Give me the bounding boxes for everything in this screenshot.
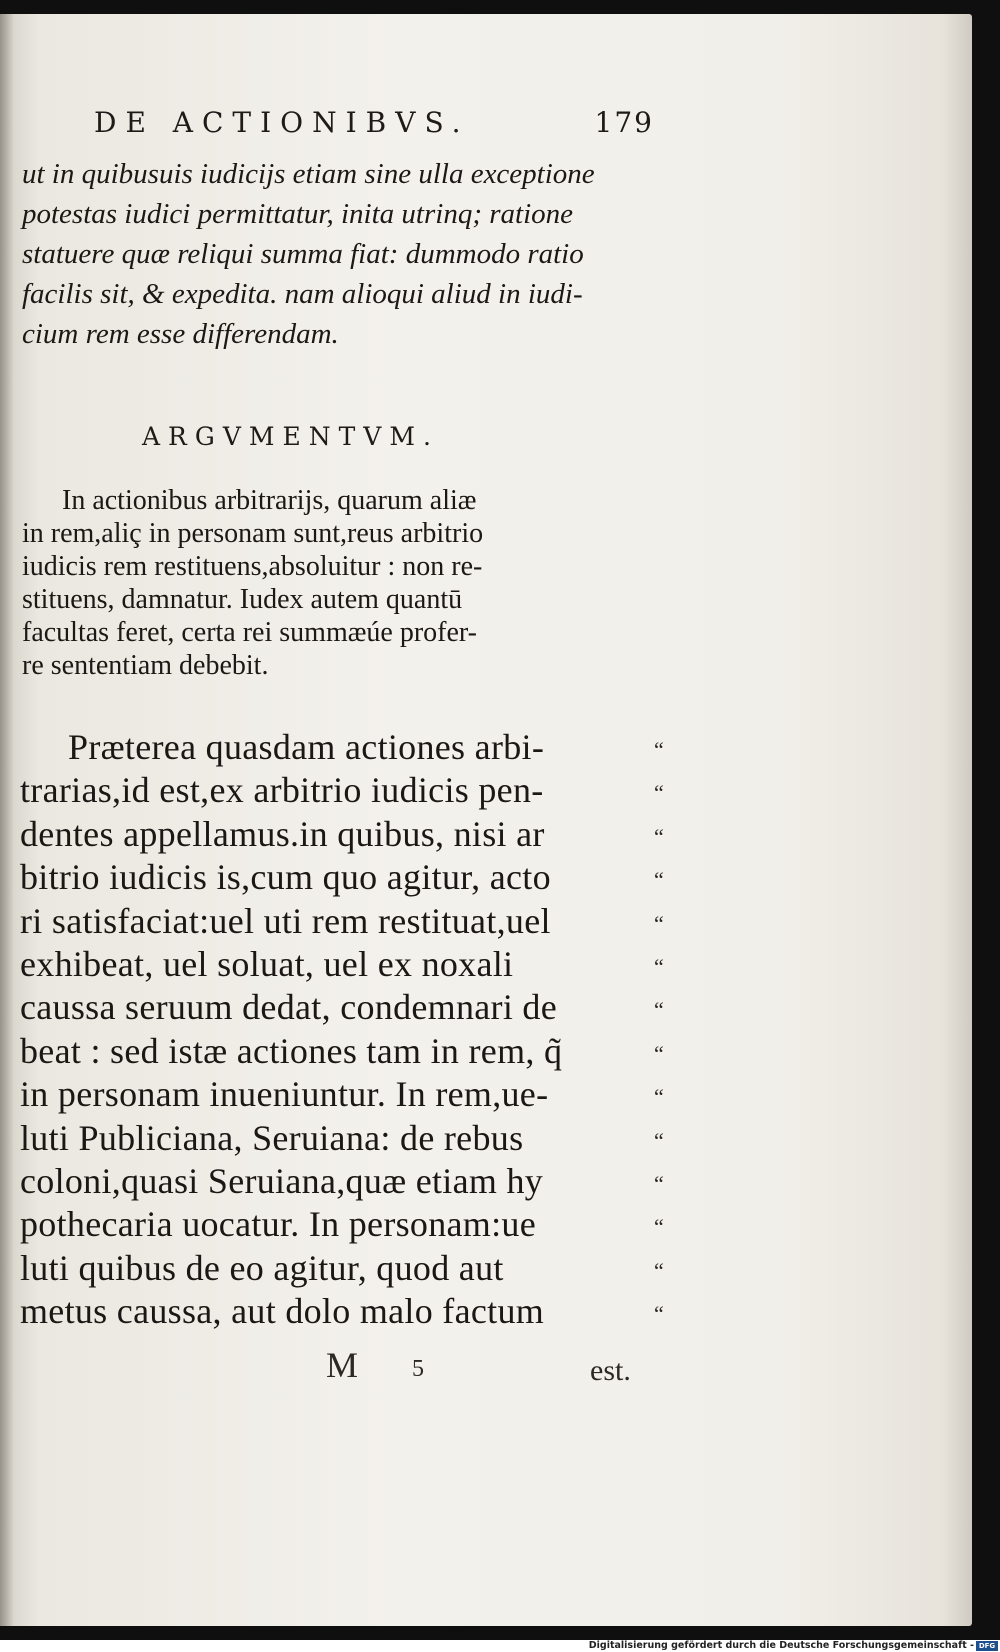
quote-mark: “ [654,823,664,849]
catchword: est. [590,1354,631,1387]
argument-line: In actionibus arbitrarijs, quarum aliæ [62,485,477,516]
dfg-logo: DFG [976,1641,998,1651]
quote-mark: “ [654,997,664,1023]
quote-mark: “ [654,780,664,806]
body-line: metus caussa, aut dolo malo factum [20,1291,545,1332]
quote-mark: “ [654,1301,664,1327]
italic-line: facilis sit, & expedita. nam alioqui aliud in iudi- [22,278,583,310]
body-line: beat : sed istæ actiones tam in rem, q̃ [20,1030,563,1071]
quote-mark: “ [654,1257,664,1283]
quote-mark: “ [654,1214,664,1240]
folio-number: 179 [594,106,654,139]
italic-line: ut in quibusuis iudicijs etiam sine ulla exceptione [22,158,595,190]
footer-credit: Digitalisierung gefördert durch die Deutsche Forschungsgemeinschaft - [588,1640,974,1651]
quote-mark: “ [654,737,664,762]
quote-mark: “ [654,1170,664,1196]
argument-line: stituens, damnatur. Iudex autem quantū [22,584,463,615]
signature-mark: M [326,1345,359,1385]
quote-mark: “ [654,867,664,893]
body-line: ri satisfaciat:uel uti rem restituat,uel [20,900,551,941]
body-line: in personam inueniuntur. In rem,ue- [20,1074,549,1115]
argument-line: iudicis rem restituens,absoluitur : non re- [22,551,483,582]
body-line: dentes appellamus.in quibus, nisi ar [20,813,545,854]
body-line: Præterea quasdam actiones arbi- [68,727,545,767]
body-paragraph [20,726,650,1333]
body-line: exhibeat, uel soluat, uel ex noxali [20,943,514,984]
argument-heading: ARGVMENTVM. [142,422,439,451]
digitization-footer [0,1640,1000,1652]
quote-mark: “ [654,1040,664,1066]
marginal-quote-marks [654,728,684,1335]
argument-line: in rem,aliç in personam sunt,reus arbitrio [22,518,484,549]
body-line: luti quibus de eo agitur, quod aut [20,1247,504,1288]
quote-mark: “ [654,953,664,979]
body-line: trarias,id est,ex arbitrio iudicis pen- [20,770,544,811]
italic-line: cium rem esse differendam. [22,318,339,350]
body-line: coloni,quasi Seruiana,quæ etiam hy [20,1160,544,1201]
italic-paragraph [22,154,662,354]
quote-mark: “ [654,910,664,936]
argument-line: facultas feret, certa rei summæúe profer- [22,617,477,648]
argument-paragraph [22,484,662,682]
argument-line: re sententiam debebit. [22,650,269,681]
book-page [0,14,972,1626]
spine-shadow [0,14,14,1626]
body-line: bitrio iudicis is,cum quo agitur, acto [20,857,551,898]
quote-mark: “ [654,1084,664,1110]
body-line: pothecaria uocatur. In personam:ue [20,1204,536,1245]
italic-line: potestas iudici permittatur, inita utrinq; ratione [22,198,573,230]
italic-line: statuere quæ reliqui summa fiat: dummodo ratio [22,238,584,270]
running-head [94,106,654,150]
signature-number: 5 [412,1356,424,1382]
quote-mark: “ [654,1127,664,1153]
running-title: DE ACTIONIBVS. [94,106,470,139]
body-line: luti Publiciana, Seruiana: de rebus [20,1117,524,1158]
body-line: caussa seruum dedat, condemnari de [20,987,557,1028]
